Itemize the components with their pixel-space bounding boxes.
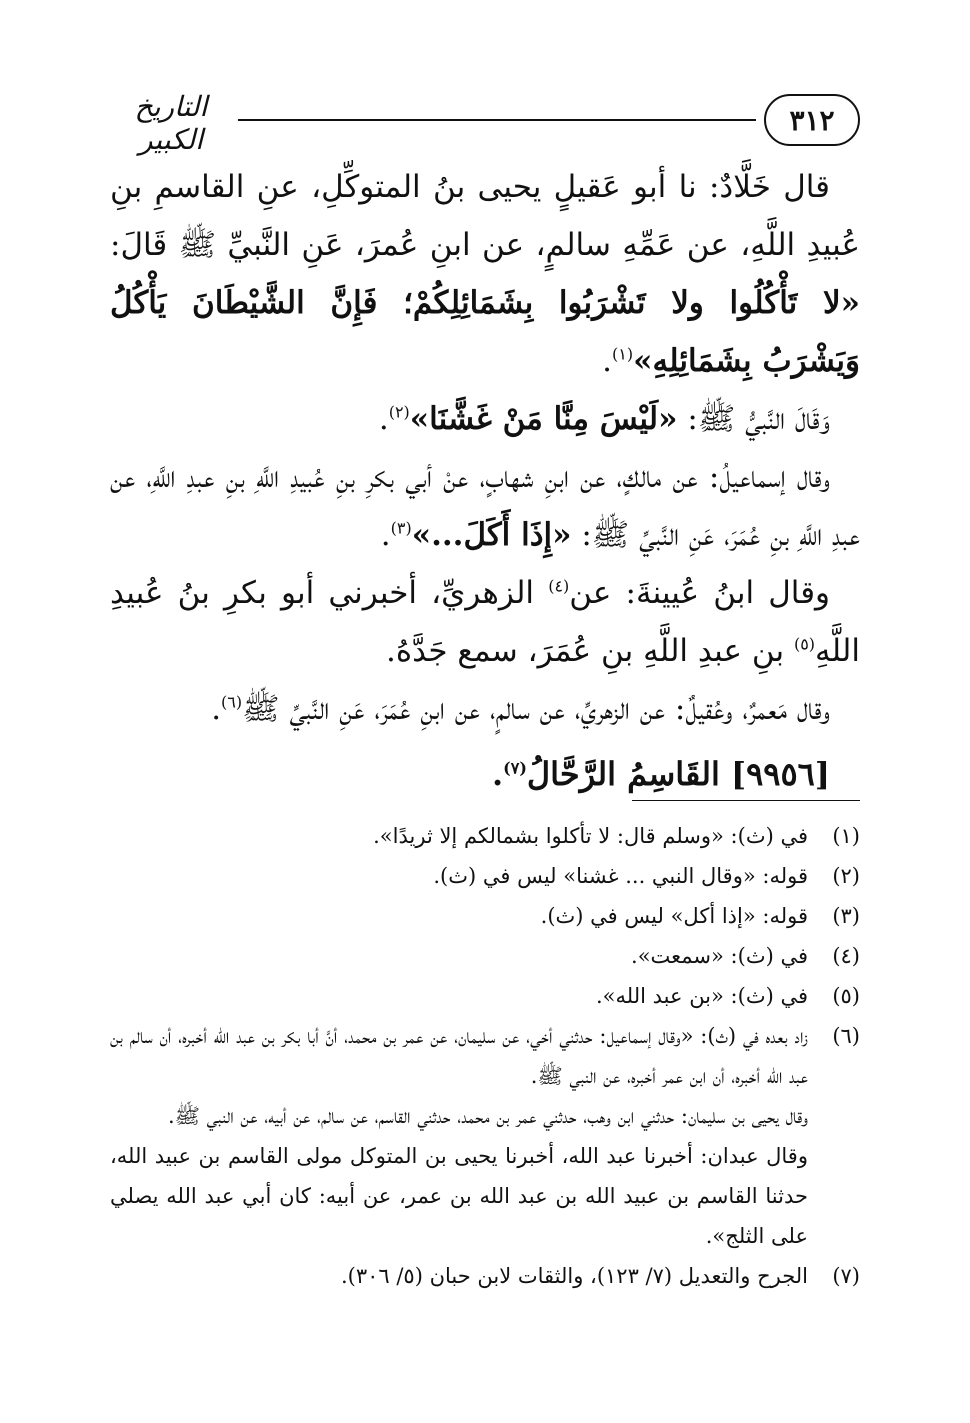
paragraph-3 xyxy=(110,448,860,564)
paragraph-4-text-c: بنِ عبدِ اللَّهِ بنِ عُمَرَ، سمع جَدَّهُ. xyxy=(386,633,794,669)
footnote xyxy=(110,896,860,936)
footnote xyxy=(110,816,860,856)
footnote xyxy=(110,856,860,896)
paragraph-3-end: . xyxy=(380,517,391,553)
footnote-ref-1: (١) xyxy=(612,344,634,364)
entry-number: [٩٩٥٦] xyxy=(730,755,830,793)
footnote-text xyxy=(110,936,808,976)
footnotes xyxy=(110,816,860,1296)
entry-end: . xyxy=(492,755,504,793)
header-rule xyxy=(238,119,756,121)
paragraph-4-text-a: وقال ابنُ عُيينةَ: عن xyxy=(569,575,830,611)
paragraph-1 xyxy=(110,158,860,390)
paragraph-1-text: قال خَلَّادٌ: نا أبو عَقيلٍ يحيى بنُ المتوكِّلِ، عنِ القاسمِ بنِ عُبيدِ اللَّهِ، عن عَمِّهِ سالمٍ، عن ابنِ عُمرَ، عَنِ النَّبيِّ ﷺ قَالَ: xyxy=(110,169,860,263)
footnote xyxy=(110,976,860,1016)
footnote-line: في (ث): «وسلم قال: لا تأكلوا بشمالكم إلا ثريدًا». xyxy=(373,824,808,848)
footnote-text xyxy=(110,1016,808,1256)
paragraph-5-end: . xyxy=(211,691,222,727)
footnote-ref-3: (٣) xyxy=(390,518,412,538)
paragraph-1-end: . xyxy=(602,343,613,379)
paragraph-2 xyxy=(110,390,860,448)
footnote-text xyxy=(110,976,808,1016)
footnote-number: (٦) xyxy=(832,1024,860,1048)
footnote-text xyxy=(110,816,808,856)
footnote xyxy=(110,1016,860,1256)
hadith-text-2: «لَيْسَ مِنَّا مَنْ غَشَّنَا» xyxy=(409,401,678,437)
hadith-text-1: «لا تَأْكُلُوا ولا تَشْرَبُوا بِشَمَائِلِكُمْ؛ فَإِنَّ الشَّيْطَانَ يَأْكُلُ وَيَشْرَبُ بِشَمَائِلِهِ» xyxy=(110,285,860,379)
entry-heading xyxy=(110,748,860,800)
paragraph-2-end: . xyxy=(378,401,389,437)
footnote-text xyxy=(110,896,808,936)
footnote-text xyxy=(110,856,808,896)
entry-name: القَاسِمُ الرَّحَّالُ xyxy=(526,755,720,793)
paragraph-5-text: وقال مَعمرٌ، وعُقيلٌ: عن الزهريِّ، عن سالمٍ، عن ابنِ عُمَرَ، عَنِ النَّبيِّ ﷺ xyxy=(242,691,830,727)
footnote-line: زاد بعده في (ث): «وقال إسماعيل: حدثني أخي، عن سليمان، عن عمر بن محمد، أنَّ أبا بكر بن عبد الله أخبره، أن سالم بن عبد الله أخبره، أن ابن عمر أخبره، عن النبي ﷺ. xyxy=(110,1024,808,1088)
footnote-ref-7: (٧) xyxy=(503,758,527,778)
footnote-line: وقال يحيى بن سليمان: حدثني ابن وهب، حدثني عمر بن محمد، حدثني القاسم، عن سالم، عن أبيه، عن النبي ﷺ. xyxy=(167,1104,808,1128)
paragraph-5 xyxy=(110,680,860,738)
book-title: التاريخ الكبير xyxy=(134,90,208,156)
paragraph-4 xyxy=(110,564,860,680)
footnote xyxy=(110,1256,860,1296)
footnote xyxy=(110,936,860,976)
footnote-ref-4: (٤) xyxy=(548,576,570,596)
footnote-line: قوله: «وقال النبي ... غشنا» ليس في (ث). xyxy=(433,864,808,888)
footnote-line: في (ث): «بن عبد الله». xyxy=(595,984,808,1008)
footnote-number: (٧) xyxy=(832,1264,860,1288)
footnote-line: قوله: «إذا أكل» ليس في (ث). xyxy=(540,904,808,928)
footnote-number: (١) xyxy=(832,824,860,848)
page-number: ٣١٢ xyxy=(764,94,860,146)
page-header xyxy=(110,88,860,158)
footnote-number: (٢) xyxy=(832,864,860,888)
footnote-text xyxy=(110,1256,808,1296)
hadith-text-3: «إِذَا أَكَلَ...» xyxy=(411,517,572,553)
paragraph-2-text: وَقَالَ النَّبيُّ ﷺ: xyxy=(677,401,830,437)
footnote-number: (٣) xyxy=(832,904,860,928)
main-text xyxy=(110,158,860,800)
footnote-ref-6: (٦) xyxy=(221,692,243,712)
paragraph-3-text: وقال إسماعيلُ: عن مالكٍ، عن ابنِ شهابٍ، عنْ أبي بكرِ بنِ عُبيدِ اللَّهِ بنِ عبدِ اللَّهِ، عن عبدِ اللَّهِ بنِ عُمَرَ، عَنِ النَّبيِّ ﷺ: xyxy=(110,459,860,553)
footnote-line: في (ث): «سمعت». xyxy=(631,944,808,968)
footnote-line: وقال عبدان: أخبرنا عبد الله، أخبرنا يحيى بن المتوكل مولى القاسم بن عبيد الله، حدثنا القاسم بن عبيد الله بن عبد الله بن عمر، عن أبيه: كان أبي عبد الله يصلي على الثلج». xyxy=(110,1144,808,1248)
footnote-separator xyxy=(632,800,860,801)
footnote-ref-2: (٢) xyxy=(388,402,410,422)
footnote-number: (٤) xyxy=(832,944,860,968)
paragraph-4-text-b: الزهريِّ، أخبرني أبو بكرِ بنُ عُبيدِ اللَّهِ xyxy=(110,575,860,669)
footnote-number: (٥) xyxy=(832,984,860,1008)
footnote-line: الجرح والتعديل (٧/ ١٢٣)، والثقات لابن حبان (٥/ ٣٠٦). xyxy=(340,1264,808,1288)
footnote-ref-5: (٥) xyxy=(793,634,816,654)
